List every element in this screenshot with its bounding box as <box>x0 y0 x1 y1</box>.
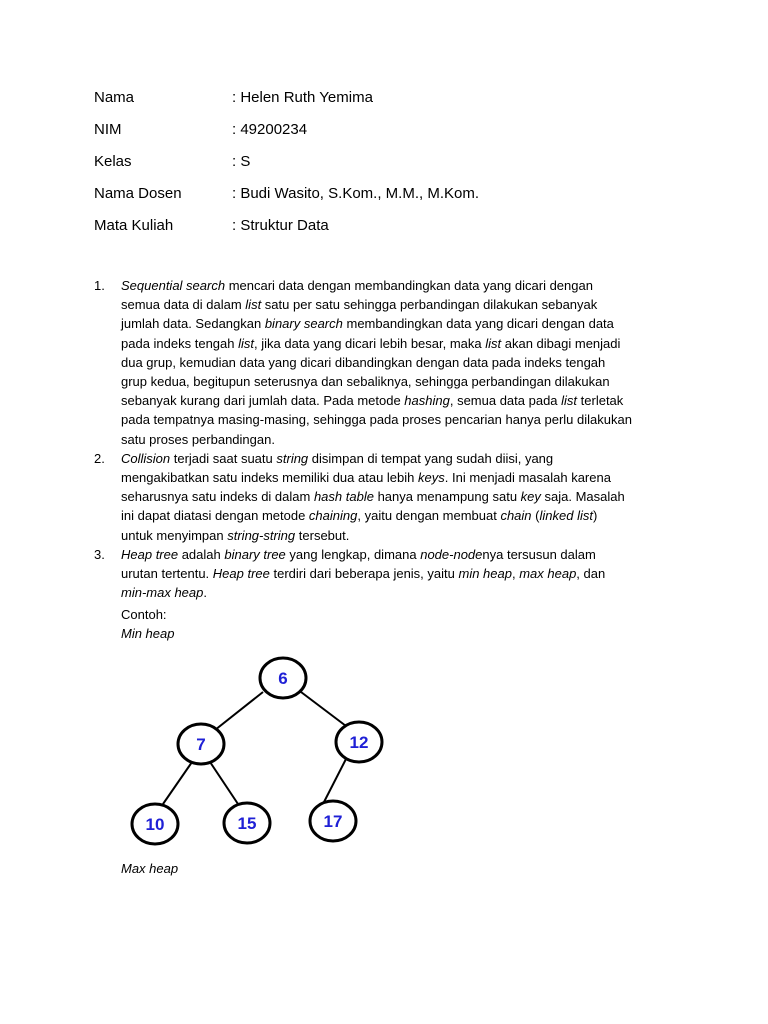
term: Heap tree <box>121 546 179 562</box>
answer-2 <box>94 449 684 545</box>
text: adalah <box>178 546 225 562</box>
text: hanya menampung satu <box>373 489 521 505</box>
text: seharusnya satu indeks di dalam <box>121 489 314 505</box>
matkul-label: Mata Kuliah <box>94 217 174 234</box>
text: pada indeks tengah <box>121 335 239 351</box>
student-info <box>94 88 654 248</box>
answer-line: grup kedua, begitupun seterusnya dan sebaliknya, sehingga perbandingan dilakukan <box>121 374 610 390</box>
answer-2-text <box>121 449 684 545</box>
answer-line <box>121 487 684 506</box>
max-heap-label: Max heap <box>121 861 179 876</box>
term: max heap <box>519 566 577 582</box>
term: hash table <box>313 489 374 505</box>
edge-7-15 <box>210 762 238 804</box>
term: list <box>245 297 262 313</box>
matkul-value: : Struktur Data <box>232 217 329 234</box>
answer-line: dua grup, kemudian data yang dicari dibandingkan dengan data pada indeks tengah <box>121 354 606 370</box>
tree-node-label: 6 <box>278 669 288 688</box>
term: list <box>561 393 578 409</box>
answer-line <box>121 583 684 602</box>
min-heap-diagram <box>120 640 400 860</box>
answer-line <box>121 295 684 314</box>
term: Heap tree <box>212 566 270 582</box>
text: , <box>511 566 520 582</box>
nama-value: : Helen Ruth Yemima <box>232 89 373 106</box>
answer-1-text <box>121 276 684 449</box>
text: , dan <box>576 566 606 582</box>
text: , yaitu dengan membuat <box>357 508 501 524</box>
text: terdiri dari beberapa jenis, yaitu <box>269 566 459 582</box>
dosen-label: Nama Dosen <box>94 185 182 202</box>
info-row-dosen <box>94 184 654 216</box>
answer-3-number: 3. <box>94 546 105 562</box>
tree-node-label: 17 <box>323 812 343 831</box>
term: min heap <box>458 566 512 582</box>
text: satu per satu sehingga perbandingan dilakukan sebanyak <box>261 297 598 313</box>
tree-node-label: 12 <box>349 733 369 752</box>
tree-node-label: 10 <box>145 815 165 834</box>
answer-2-number: 2. <box>94 450 105 466</box>
text: ini dapat diatasi dengan metode <box>121 508 309 524</box>
term: key <box>520 489 541 505</box>
answer-line <box>121 276 684 295</box>
text: sebanyak kurang dari jumlah data. Pada metode <box>121 393 405 409</box>
term: chaining <box>308 508 358 524</box>
term: list <box>238 335 254 351</box>
text: jumlah data. Sedangkan <box>121 316 265 332</box>
edge-6-7 <box>215 692 263 730</box>
kelas-label: Kelas <box>94 153 132 170</box>
term: binary search <box>264 316 343 332</box>
tree-node-label: 7 <box>196 735 206 754</box>
info-row-nim <box>94 120 654 152</box>
kelas-value: : S <box>232 153 251 170</box>
text: mencari data dengan membandingkan data yang dicari dengan <box>225 278 593 293</box>
info-row-nama <box>94 88 654 120</box>
term: node-node <box>420 546 483 562</box>
text: untuk menyimpan <box>121 527 228 543</box>
text: . Ini menjadi masalah karena <box>444 470 611 486</box>
answer-3-text <box>121 545 684 603</box>
info-row-matkul <box>94 216 654 248</box>
answers-list <box>94 276 684 602</box>
text: mengakibatkan satu indeks memiliki dua atau lebih <box>121 470 419 486</box>
min-heap-label: Min heap <box>121 626 175 641</box>
tree-node-label: 15 <box>237 814 257 833</box>
text: akan dibagi menjadi <box>501 335 621 351</box>
term: keys <box>418 470 445 486</box>
answer-1-number: 1. <box>94 278 105 293</box>
answer-line: satu proses perbandingan. <box>121 431 275 447</box>
text: tersebut. <box>295 527 350 543</box>
answer-line <box>121 468 684 487</box>
dosen-value: : Budi Wasito, S.Kom., M.M., M.Kom. <box>232 185 479 202</box>
text: ( <box>531 508 540 524</box>
term: binary tree <box>224 546 286 562</box>
term: list <box>485 335 502 351</box>
answer-line <box>121 314 684 333</box>
text: saja. Masalah <box>540 489 625 505</box>
answer-line <box>121 449 684 468</box>
example-label: Contoh: <box>121 607 167 622</box>
answer-3 <box>94 545 684 603</box>
answer-line <box>121 526 684 545</box>
text: membandingkan data yang dicari dengan data <box>342 316 614 332</box>
text: . <box>203 585 207 601</box>
text: nya tersusun dalam <box>482 546 596 562</box>
nim-value: : 49200234 <box>232 121 308 138</box>
answer-line <box>121 334 684 353</box>
term: Sequential search <box>121 278 226 293</box>
nama-label: Nama <box>94 89 135 106</box>
text: , jika data yang dicari lebih besar, maka <box>254 335 486 351</box>
term: min-max heap <box>121 585 204 601</box>
text: semua data di dalam <box>121 297 246 313</box>
term: chain <box>500 508 532 524</box>
answer-line <box>121 506 684 525</box>
edge-12-17 <box>324 759 346 802</box>
text: , semua data pada <box>449 393 562 409</box>
text: disimpan di tempat yang sudah diisi, yang <box>308 450 554 466</box>
text: terjadi saat suatu <box>170 450 277 466</box>
text: yang lengkap, dimana <box>285 546 421 562</box>
term: string <box>276 450 309 466</box>
term: string-string <box>227 527 296 543</box>
term: hashing <box>404 393 450 409</box>
tree-nodes <box>132 658 382 844</box>
min-heap-svg <box>120 640 400 860</box>
nim-label: NIM <box>94 121 122 138</box>
answer-line: pada tempatnya masing-masing, sehingga pada proses pencarian hanya perlu dilakukan <box>121 412 632 428</box>
text: terletak <box>577 393 624 409</box>
text: urutan tertentu. <box>121 566 213 582</box>
edge-6-12 <box>301 692 346 726</box>
answer-1 <box>94 276 684 449</box>
text: ) <box>592 508 598 524</box>
answer-line <box>121 545 684 564</box>
answer-line <box>121 391 684 410</box>
info-row-kelas <box>94 152 654 184</box>
edge-7-10 <box>163 762 192 804</box>
term: linked list <box>539 508 593 524</box>
answer-line <box>121 564 684 583</box>
term: Collision <box>121 450 171 466</box>
